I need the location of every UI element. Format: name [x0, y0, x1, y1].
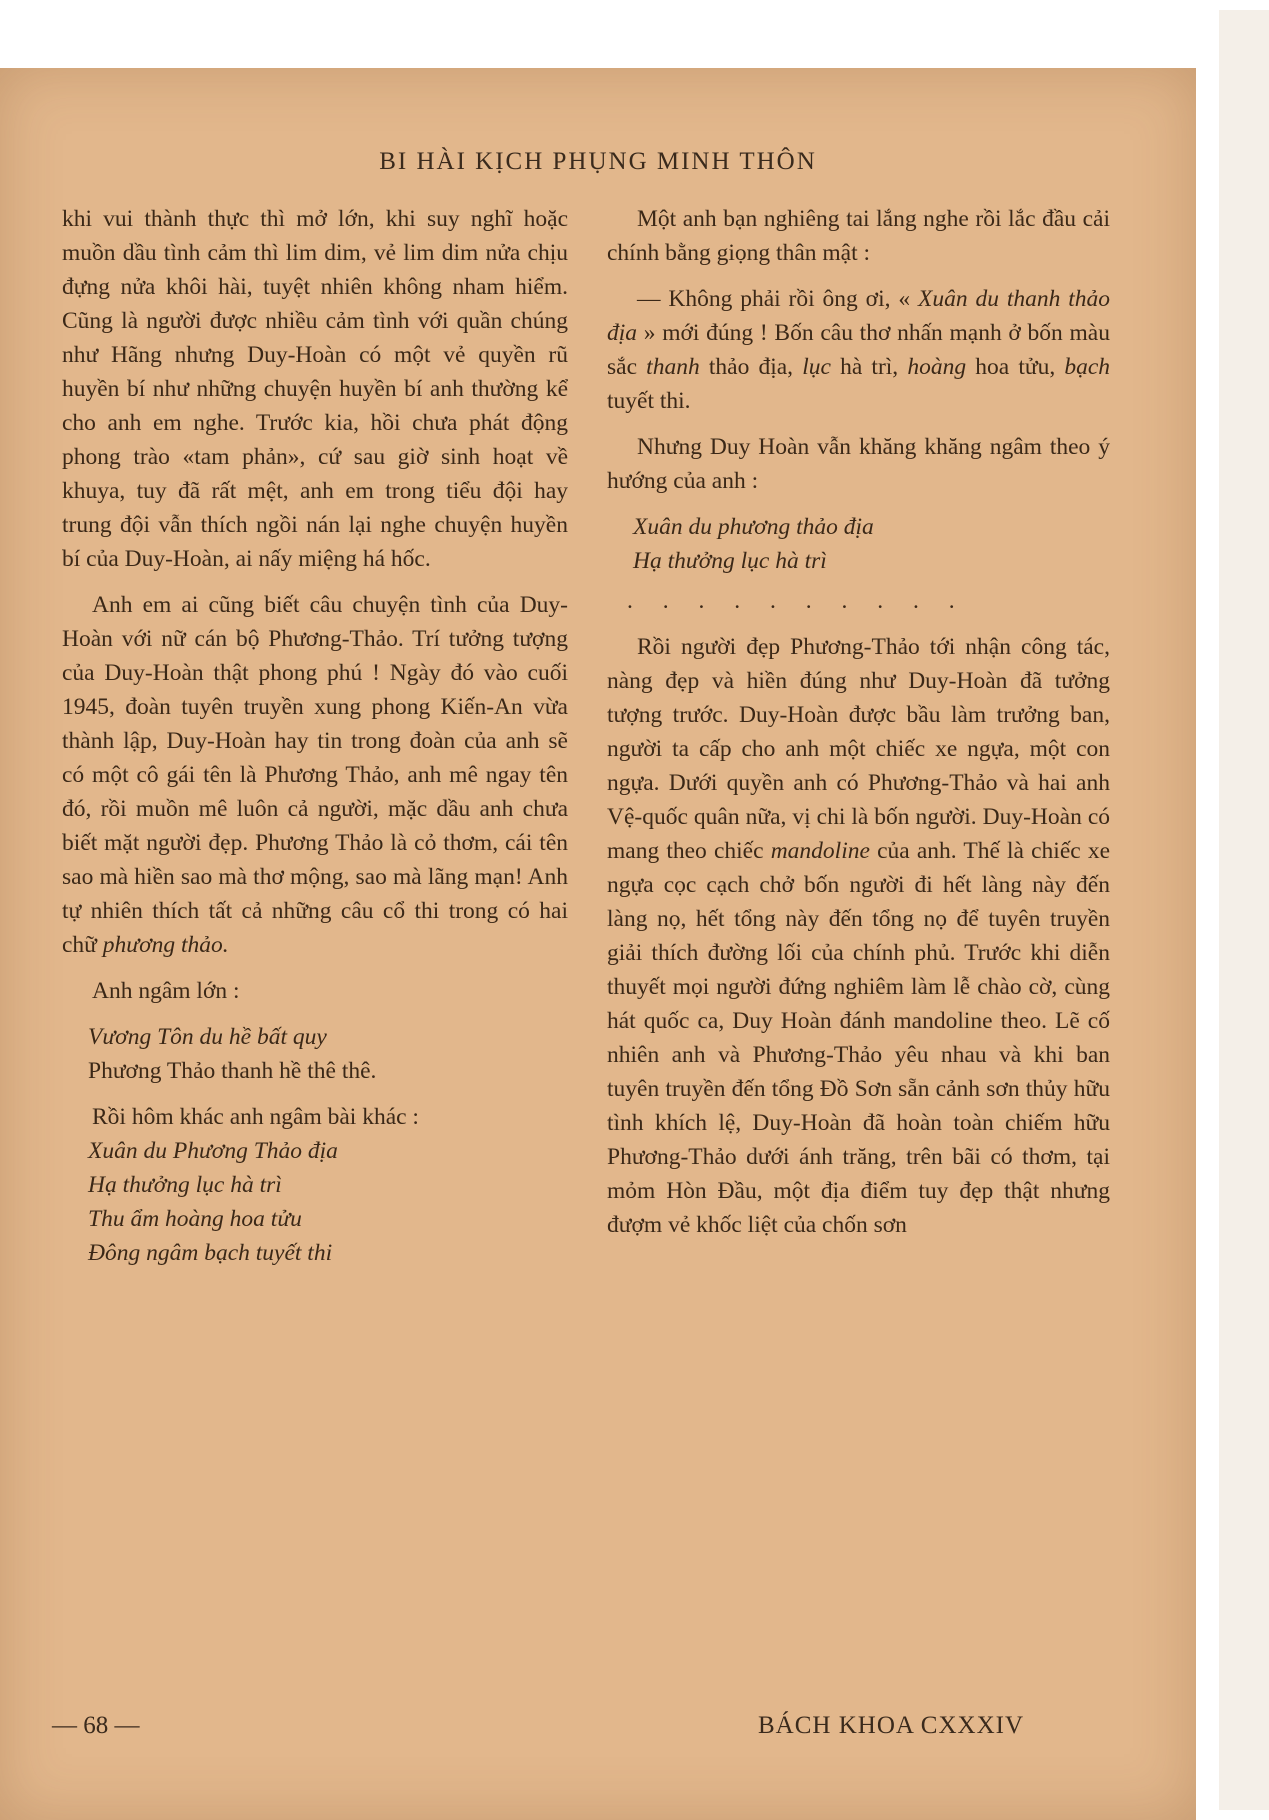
left-paragraph-2-text: Anh em ai cũng biết câu chuyện tình của Duy-Hoàn với nữ cán bộ Phương-Thảo. Trí tưởng tượng của Duy-Hoàn thật phong phú ! Ngày đó vào cuối 1945, đoàn tuyên truyền xung phong Kiến-An vừa thành lập, Duy-Hoàn hay tin trong đoàn của anh sẽ có một cô gái tên là Phương Thảo, anh mê ngay tên đó, rồi muồn mê luôn cả người, mặc dầu anh chưa biết mặt người đẹp. Phương Thảo là cỏ thơm, cái tên sao mà hiền sao mà thơ mộng, sao mà lãng mạn! Anh tự nhiên thích tất cả những câu cổ thi trong có hai chữ: [62, 592, 568, 958]
poem-line: Vương Tôn du hề bất quy: [88, 1024, 327, 1050]
poem-line: Hạ thưởng lục hà trì: [633, 548, 827, 574]
italic-run: bạch: [1064, 354, 1111, 380]
left-paragraph-4: Rồi hôm khác anh ngâm bài khác :: [92, 1104, 419, 1130]
page-edge: [1219, 10, 1269, 1810]
poem-line: Phương Thảo thanh hề thê thê.: [88, 1058, 377, 1084]
scanned-page: [0, 68, 1196, 1820]
poem-line: Xuân du phương thảo địa: [633, 514, 874, 540]
poem-line: Thu ẩm hoàng hoa tửu: [88, 1206, 302, 1232]
poem-line: Hạ thưởng lục hà trì: [88, 1172, 282, 1198]
right-paragraph-4: [607, 630, 1110, 1242]
right-paragraph-1: Một anh bạn nghiêng tai lắng nghe rồi lắc đầu cải chính bằng giọng thân mật :: [607, 206, 1110, 266]
text-run: tuyết thi.: [607, 388, 691, 414]
italic-run: mandoline: [770, 838, 870, 864]
left-poem-1: [62, 1020, 568, 1088]
text-run: » mới đúng ! Bốn câu thơ nhấn mạnh ở bốn màu sắc: [607, 320, 1110, 380]
text-run: thảo địa,: [708, 354, 794, 380]
left-paragraph-2-italic: phương thảo.: [102, 932, 229, 958]
running-head: BI HÀI KỊCH PHỤNG MINH THÔN: [379, 148, 817, 175]
text-run: của anh. Thế là chiếc xe ngựa cọc cạch chở bốn người đi hết làng này đến làng nọ, hết tổng này đến tổng nọ để tuyên truyền giải thích đường lối của chính phủ. Trước khi diễn thuyết mọi người đứng nghiêm làm lễ chào cờ, cùng hát quốc ca, Duy Hoàn đánh mandoline theo. Lẽ cố nhiên anh và Phương-Thảo yêu nhau và khi ban tuyên truyền đến tổng Đồ Sơn sẵn cảnh sơn thủy hữu tình khích lệ, Duy-Hoàn đã hoàn toàn chiếm hữu Phương-Thảo dưới ánh trăng, trên bãi có thơm, tại mỏm Hòn Đầu, một địa điểm tuy đẹp thật nhưng đượm vẻ khốc liệt của chốn sơn: [607, 838, 1111, 1238]
right-paragraph-2: [607, 282, 1110, 418]
text-run: — Không phải rồi ông ơi, «: [637, 286, 911, 312]
italic-run: lục: [802, 354, 831, 380]
right-poem: [607, 510, 1110, 578]
italic-run: thanh: [646, 354, 700, 380]
text-run: hoa tửu,: [975, 354, 1056, 380]
magazine-issue: BÁCH KHOA CXXXIV: [758, 1712, 1025, 1739]
left-column: [62, 202, 568, 1270]
poem-line: Xuân du Phương Thảo địa: [88, 1138, 338, 1164]
ellipsis-dots: . . . . . . . . . .: [627, 588, 967, 614]
left-paragraph-3: Anh ngâm lớn :: [92, 978, 240, 1004]
left-paragraph-1: khi vui thành thực thì mở lớn, khi suy nghĩ hoặc muồn dầu tình cảm thì lim dim, vẻ lim dim nửa chịu đựng nửa khôi hài, tuyệt nhiên không nham hiểm. Cũng là người được nhiều cảm tình với quần chúng như Hãng nhưng Duy-Hoàn có một vẻ quyền rũ huyền bí như những chuyện huyền bí anh thường kể cho anh em nghe. Trước kia, hồi chưa phát động phong trào «tam phản», cứ sau giờ sinh hoạt về khuya, tuy đã rất mệt, anh em trong tiểu đội hay trung đội vẫn thích ngồi nán lại nghe chuyện huyền bí của Duy-Hoàn, ai nấy miệng há hốc.: [62, 206, 568, 572]
text-run: Rồi người đẹp Phương-Thảo tới nhận công tác, nàng đẹp và hiền đúng như Duy-Hoàn đã tưởng tượng trước. Duy-Hoàn được bầu làm trưởng ban, người ta cấp cho anh một chiếc xe ngựa, một con ngựa. Dưới quyền anh có Phương-Thảo và hai anh Vệ-quốc quân nữa, vị chi là bốn người. Duy-Hoàn có mang theo chiếc: [607, 634, 1110, 864]
poem-line: Đông ngâm bạch tuyết thi: [88, 1240, 333, 1266]
italic-run: hoàng: [907, 354, 967, 380]
left-poem-2: [62, 1134, 568, 1270]
text-run: hà trì,: [840, 354, 899, 380]
page-number: — 68 —: [52, 1712, 140, 1739]
right-column: [607, 202, 1110, 1242]
right-paragraph-3: Nhưng Duy Hoàn vẫn khăng khăng ngâm theo ý hướng của anh :: [607, 434, 1110, 494]
left-paragraph-2: [62, 588, 568, 962]
italic-run: Xuân du thanh thảo địa: [607, 286, 1110, 346]
